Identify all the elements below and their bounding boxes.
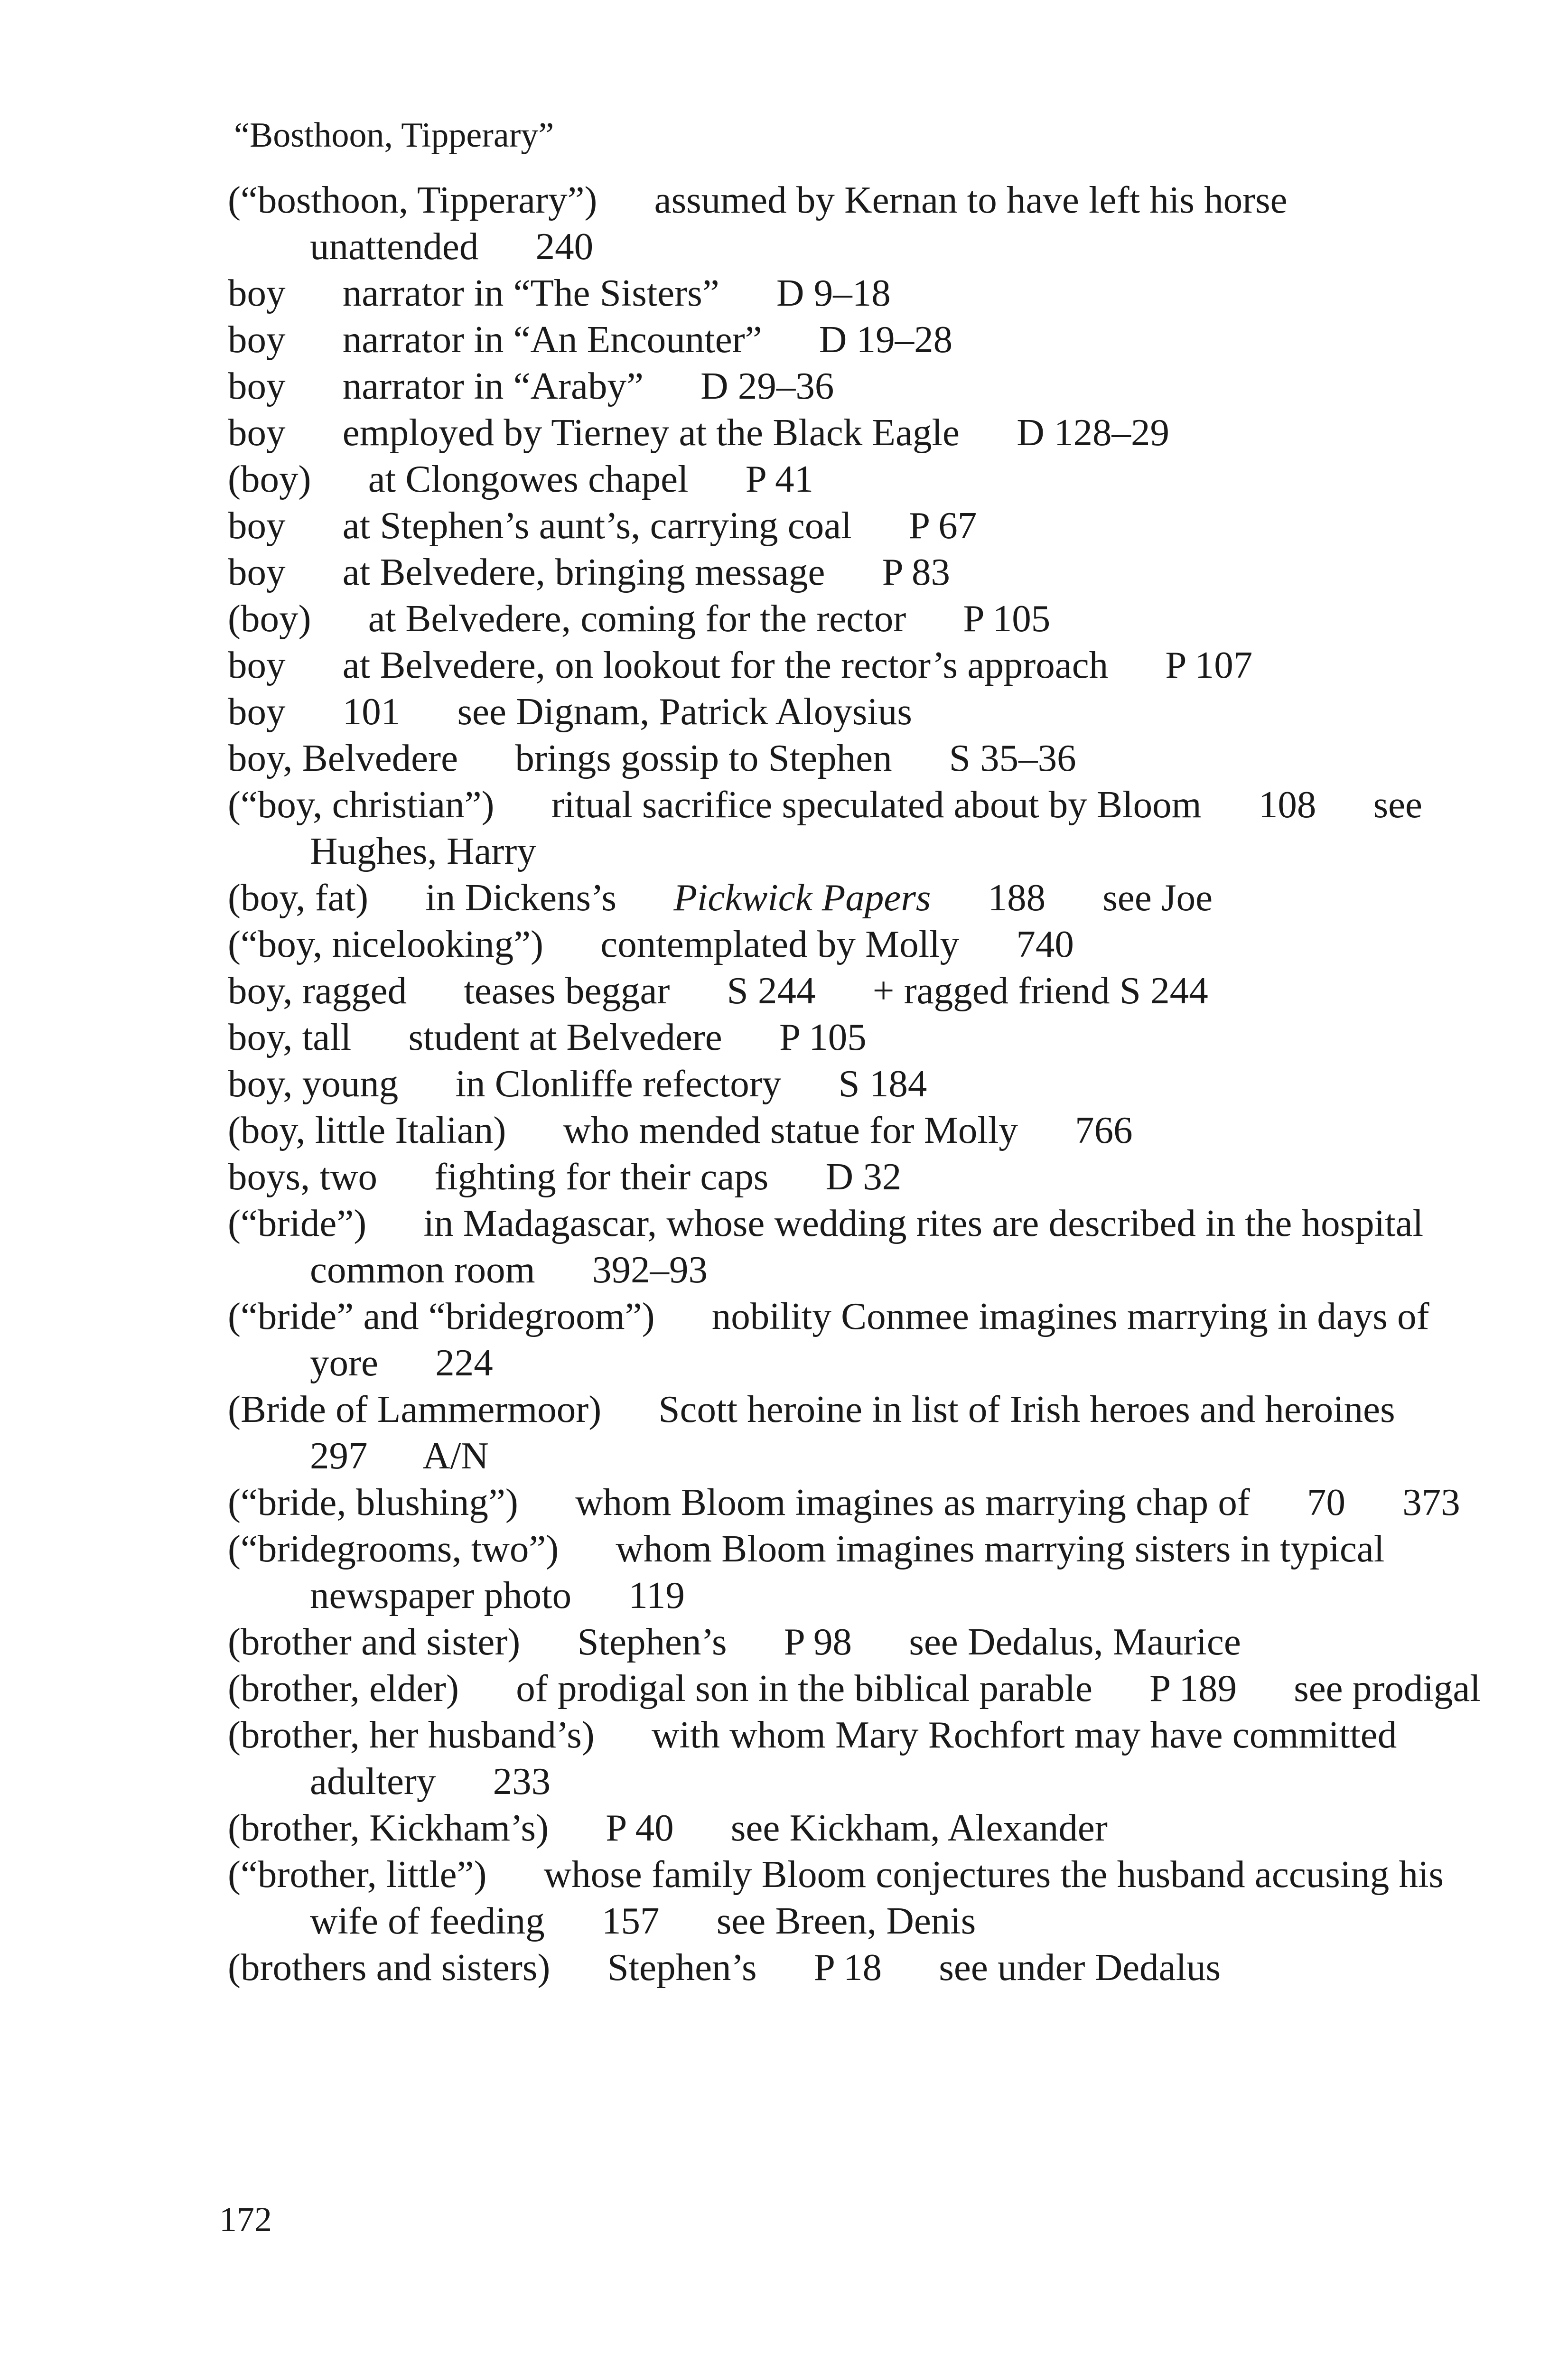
index-entry: [228, 1479, 1481, 1525]
entry-detail: ritual sacrifice speculated about by Bloom: [551, 783, 1202, 826]
entry-headword: (boy, fat): [228, 876, 369, 919]
entry-headword: boy, ragged: [228, 969, 407, 1012]
entry-detail: P 105: [963, 597, 1051, 640]
entry-headword: (brother, elder): [228, 1667, 459, 1710]
entry-headword: boy, Belvedere: [228, 737, 458, 779]
entry-headword: (“bridegrooms, two”): [228, 1527, 559, 1570]
entry-detail: D 128–29: [1017, 411, 1169, 454]
index-entry: [228, 270, 1481, 316]
entry-detail: narrator in “An Encounter”: [342, 318, 762, 361]
entry-detail: 101: [342, 690, 401, 733]
entry-detail: D 32: [825, 1155, 902, 1198]
index-entry: [228, 967, 1481, 1014]
index-entry: [228, 1804, 1481, 1851]
entry-detail: S 244: [727, 969, 816, 1012]
entry-headword: boy: [228, 411, 286, 454]
index-entry: [228, 1711, 1481, 1804]
entry-detail: 373: [1402, 1481, 1460, 1523]
entry-detail: teases beggar: [464, 969, 670, 1012]
index-entry: [228, 1153, 1481, 1200]
entry-detail: at Clongowes chapel: [368, 458, 689, 500]
entry-detail: P 18: [813, 1946, 882, 1989]
entry-detail: see Kickham, Alexander: [730, 1806, 1108, 1849]
entry-detail: student at Belvedere: [408, 1016, 722, 1058]
index-entry: [228, 409, 1481, 456]
entry-detail: A/N: [422, 1434, 489, 1477]
entry-detail: contemplated by Molly: [600, 923, 960, 965]
entry-headword: (“boy, nicelooking”): [228, 923, 544, 965]
index-entry: [228, 502, 1481, 549]
index-entry: [228, 1293, 1481, 1386]
index-entry: [228, 1200, 1481, 1293]
index-entry: [228, 177, 1481, 270]
entry-detail: narrator in “The Sisters”: [342, 271, 719, 314]
index-entries: [228, 177, 1481, 1990]
entry-headword: (Bride of Lammermoor): [228, 1388, 602, 1430]
entry-detail: who mended statue for Molly: [563, 1109, 1018, 1151]
entry-detail: S 184: [838, 1062, 927, 1105]
index-entry: [228, 1944, 1481, 1990]
entry-headword: (brother, her husband’s): [228, 1713, 595, 1756]
entry-detail: see under Dedalus: [939, 1946, 1221, 1989]
entry-headword: (“bosthoon, Tipperary”): [228, 178, 597, 221]
entry-detail: employed by Tierney at the Black Eagle: [342, 411, 960, 454]
entry-headword: boys, two: [228, 1155, 378, 1198]
entry-detail: see prodigal: [1294, 1667, 1481, 1710]
index-entry: [228, 1525, 1481, 1618]
entry-headword: boy: [228, 364, 286, 407]
index-entry: [228, 1851, 1481, 1944]
entry-detail: see Joe: [1102, 876, 1213, 919]
entry-detail: narrator in “Araby”: [342, 364, 644, 407]
entry-detail: see Hughes, Harry: [310, 783, 1423, 872]
entry-detail: whom Bloom imagines marrying sisters in typical newspaper photo: [310, 1527, 1385, 1616]
entry-detail: see Dignam, Patrick Aloysius: [457, 690, 912, 733]
entry-detail: P 107: [1165, 644, 1253, 686]
entry-headword: (“bride, blushing”): [228, 1481, 518, 1523]
index-entry: [228, 1618, 1481, 1665]
entry-detail: P 189: [1149, 1667, 1237, 1710]
entry-detail: 108: [1258, 783, 1316, 826]
entry-detail: at Stephen’s aunt’s, carrying coal: [342, 504, 852, 547]
entry-detail: + ragged friend S 244: [872, 969, 1208, 1012]
entry-detail: at Belvedere, coming for the rector: [368, 597, 906, 640]
entry-headword: boy: [228, 551, 286, 593]
entry-detail: of prodigal son in the biblical parable: [516, 1667, 1092, 1710]
entry-detail: D 9–18: [776, 271, 891, 314]
entry-detail: P 41: [745, 458, 814, 500]
index-entry: [228, 735, 1481, 781]
index-entry: [228, 688, 1481, 735]
entry-detail: 157: [602, 1899, 660, 1942]
index-entry: [228, 363, 1481, 409]
entry-headword: (boy): [228, 458, 311, 500]
entry-detail: whom Bloom imagines as marrying chap of: [575, 1481, 1250, 1523]
entry-detail: Scott heroine in list of Irish heroes and heroines: [658, 1388, 1395, 1430]
entry-headword: (brothers and sisters): [228, 1946, 551, 1989]
entry-detail: assumed by Kernan to have left his horse unattended: [310, 178, 1288, 268]
entry-detail: 224: [435, 1341, 493, 1384]
entry-headword: (“brother, little”): [228, 1853, 487, 1896]
entry-detail: in Dickens’s: [425, 876, 617, 919]
entry-headword: boy, tall: [228, 1016, 352, 1058]
entry-detail: P 67: [908, 504, 977, 547]
index-entry: [228, 642, 1481, 688]
entry-detail: whose family Bloom conjectures the husband accusing his wife of feeding: [310, 1853, 1444, 1942]
entry-detail: brings gossip to Stephen: [515, 737, 892, 779]
entry-headword: (boy, little Italian): [228, 1109, 506, 1151]
entry-detail: D 29–36: [700, 364, 834, 407]
running-head: “Bosthoon, Tipperary”: [234, 116, 554, 155]
entry-detail: 119: [628, 1574, 685, 1616]
entry-headword: (“bride”): [228, 1202, 367, 1244]
index-entry: [228, 781, 1481, 874]
entry-headword: boy: [228, 318, 286, 361]
entry-detail: P 83: [882, 551, 950, 593]
entry-detail: at Belvedere, bringing message: [342, 551, 825, 593]
entry-headword: (brother, Kickham’s): [228, 1806, 549, 1849]
entry-headword: boy: [228, 690, 286, 733]
index-entry: [228, 874, 1481, 921]
entry-detail: 240: [535, 225, 594, 268]
index-entry: [228, 1386, 1481, 1479]
entry-detail: Stephen’s: [607, 1946, 757, 1989]
entry-headword: boy, young: [228, 1062, 399, 1105]
entry-headword: (boy): [228, 597, 311, 640]
index-entry: [228, 456, 1481, 502]
entry-detail: 297: [310, 1434, 368, 1477]
entry-detail: 70: [1307, 1481, 1346, 1523]
entry-detail: in Clonliffe refectory: [455, 1062, 782, 1105]
entry-detail: 766: [1075, 1109, 1133, 1151]
index-entry: [228, 921, 1481, 967]
entry-detail: Pickwick Papers: [673, 876, 931, 919]
entry-headword: (brother and sister): [228, 1620, 521, 1663]
index-entry: [228, 1060, 1481, 1107]
entry-headword: boy: [228, 644, 286, 686]
entry-detail: with whom Mary Rochfort may have committed adultery: [310, 1713, 1397, 1803]
entry-detail: D 19–28: [819, 318, 953, 361]
page-number: 172: [219, 2200, 272, 2239]
entry-detail: at Belvedere, on lookout for the rector’s approach: [342, 644, 1109, 686]
index-entry: [228, 316, 1481, 363]
entry-detail: 188: [988, 876, 1046, 919]
entry-detail: in Madagascar, whose wedding rites are described in the hospital common room: [310, 1202, 1424, 1291]
entry-detail: P 40: [606, 1806, 674, 1849]
entry-detail: P 98: [784, 1620, 852, 1663]
index-entry: [228, 1014, 1481, 1060]
entry-detail: see Dedalus, Maurice: [909, 1620, 1241, 1663]
entry-headword: boy: [228, 271, 286, 314]
entry-headword: (“boy, christian”): [228, 783, 495, 826]
entry-detail: S 35–36: [949, 737, 1076, 779]
entry-headword: boy: [228, 504, 286, 547]
index-entry: [228, 1107, 1481, 1153]
entry-detail: 233: [493, 1760, 551, 1803]
entry-detail: 392–93: [592, 1248, 708, 1291]
index-entry: [228, 595, 1481, 642]
index-entry: [228, 1665, 1481, 1711]
entry-detail: see Breen, Denis: [716, 1899, 976, 1942]
entry-detail: nobility Conmee imagines marrying in days of yore: [310, 1295, 1429, 1384]
entry-headword: (“bride” and “bridegroom”): [228, 1295, 655, 1337]
entry-detail: Stephen’s: [577, 1620, 727, 1663]
entry-detail: 740: [1016, 923, 1074, 965]
entry-detail: fighting for their caps: [434, 1155, 769, 1198]
entry-detail: P 105: [779, 1016, 867, 1058]
index-entry: [228, 549, 1481, 595]
